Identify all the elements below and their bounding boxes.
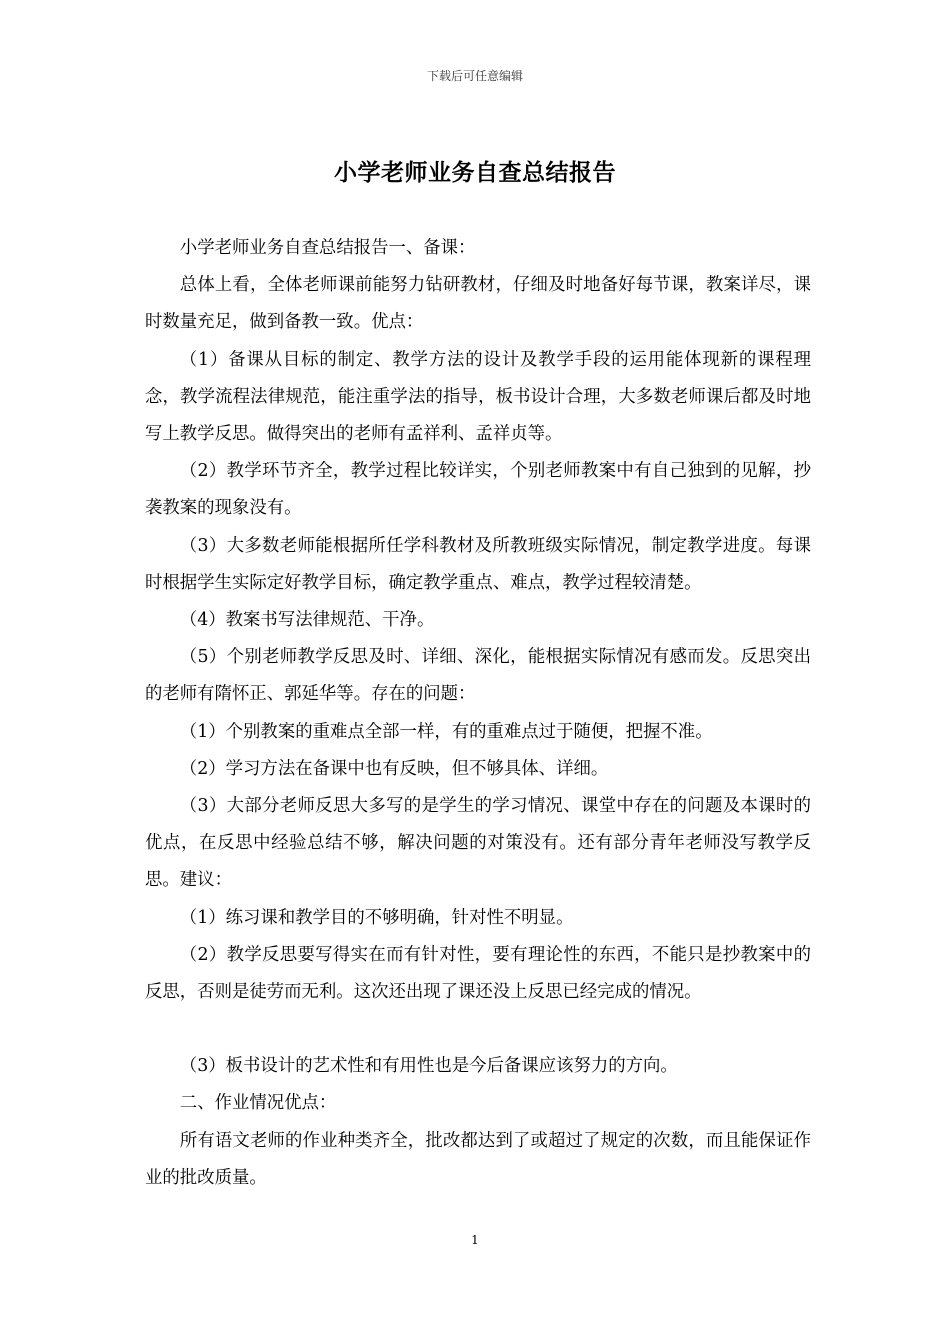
document-title: 小学老师业务自查总结报告 xyxy=(334,159,616,186)
paragraph: （1）备课从目标的制定、教学方法的设计及教学手段的运用能体现新的课程理念，教学流程法律规范，能注重学法的指导，板书设计合理，大多数老师课后都及时地写上教学反思。做得突出的老师有孟祥利、孟祥贞等。 xyxy=(145,349,811,445)
paragraph: （2）教学环节齐全，教学过程比较详实，个别老师教案中有自己独到的见解，抄袭教案的现象没有。 xyxy=(145,461,811,519)
paragraph: （3）大多数老师能根据所任学科教材及所教班级实际情况，制定教学进度。每课时根据学生实际定好教学目标，确定教学重点、难点，教学过程较清楚。 xyxy=(145,535,811,593)
paragraph: 小学老师业务自查总结报告一、备课： xyxy=(179,238,476,258)
paragraph: （2）教学反思要写得实在而有针对性，要有理论性的东西，不能只是抄教案中的反思，否则是徒劳而无利。这次还出现了课还没上反思已经完成的情况。 xyxy=(145,944,811,1003)
paragraph: （2）学习方法在备课中也有反映，但不够具体、详细。 xyxy=(179,758,609,779)
document-body xyxy=(145,230,811,1197)
section-heading: 二、作业情况优点： xyxy=(179,1093,337,1114)
paragraph: （4）教案书写法律规范、干净。 xyxy=(179,610,435,631)
paragraph: 所有语文老师的作业种类齐全，批改都达到了或超过了规定的次数，而且能保证作业的批改质量。 xyxy=(145,1130,811,1188)
paragraph: （3）大部分老师反思大多写的是学生的学习情况、课堂中存在的问题及本课时的优点，在反思中经验总结不够，解决问题的对策没有。还有部分青年老师没写教学反思。建议： xyxy=(145,796,811,891)
page-number: 1 xyxy=(471,1233,479,1247)
paragraph: （1）个别教案的重难点全部一样，有的重难点过于随便，把握不准。 xyxy=(179,721,713,742)
paragraph: （5）个别老师教学反思及时、详细、深化，能根据实际情况有感而发。反思突出的老师有隋怀正、郭延华等。存在的问题： xyxy=(145,647,811,705)
paragraph: 总体上看，全体老师课前能努力钻研教材，仔细及时地备好每节课，教案详尽，课时数量充足，做到备教一致。优点： xyxy=(145,275,811,333)
paragraph: （1）练习课和教学目的不够明确，针对性不明显。 xyxy=(179,907,574,928)
page-header: 下载后可任意编辑 xyxy=(426,69,523,83)
paragraph: （3）板书设计的艺术性和有用性也是今后备课应该努力的方向。 xyxy=(179,1056,678,1077)
